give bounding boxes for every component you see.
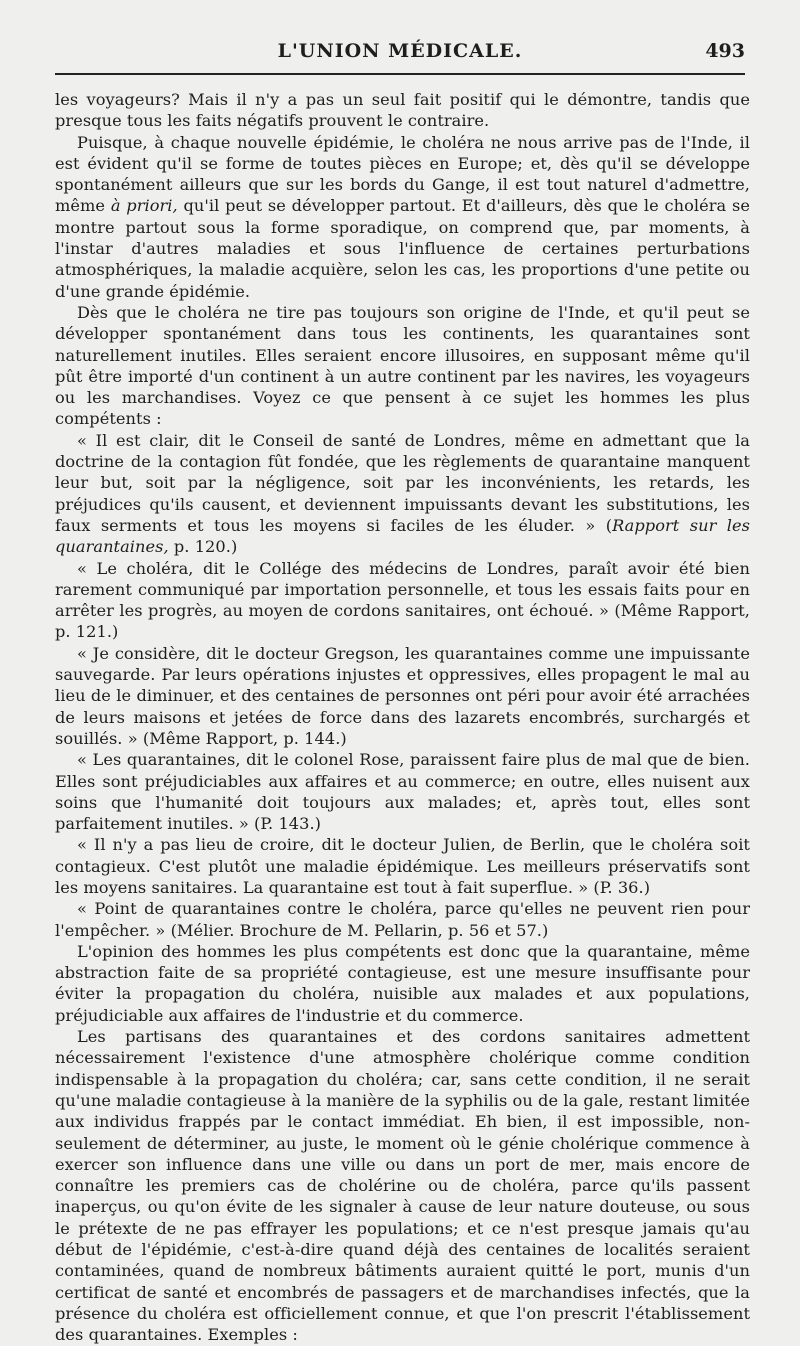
running-title: L'UNION MÉDICALE. bbox=[277, 40, 523, 62]
header-rule bbox=[55, 73, 745, 75]
paragraph: « Point de quarantaines contre le choléra, parce qu'elles ne peuvent rien pour l'empêcher. » (Mélier. Brochure de M. Pellarin, p. 56 et 57.) bbox=[55, 899, 750, 940]
paragraph-text: qu'il peut se développer partout. Et d'ailleurs, dès que le choléra se montre partout sous la forme sporadique, on comprend que, par moments, à l'instar d'autres maladies et sous l'influence de certaines perturbations atmosphériques, la maladie acquière, selon les cas, les proportions d'une petite ou d'une grande épidémie. bbox=[55, 196, 750, 301]
paragraph: « Le choléra, dit le Collége des médecins de Londres, paraît avoir été bien rarement communiqué par importation personnelle, et tous les essais faits pour en arrêter les progrès, au moyen de cordons sanitaires, ont échoué. » (Même Rapport, p. 121.) bbox=[55, 558, 750, 642]
paragraph bbox=[55, 430, 750, 558]
italic-text: Rapport sur les quarantaines, bbox=[55, 515, 751, 557]
paragraph: Les partisans des quarantaines et des cordons sanitaires admettent nécessairement l'existence d'une atmosphère cholérique comme condition indispensable à la propagation du choléra; car, sans cette condition, il ne serait qu'une maladie contagieuse à la manière de la syphilis ou de la gale, restant limitée aux individus frappés par le contact immédiat. Eh bien, il est impossible, non-seulement de déterminer, au juste, le moment où le génie cholérique commence à exercer son influence dans une ville ou dans un port de mer, mais encore de connaître les premiers cas de cholérine ou de choléra, parce qu'ils passent inaperçus, ou qu'on évite de les signaler à cause de leur nature douteuse, ou sous le prétexte de ne pas effrayer les populations; et ce n'est presque jamais qu'au début de l'épidémie, c'est-à-dire quand déjà des centaines de localités seraient contaminées, quand de nombreux bâtiments auraient quitté le port, munis d'un certificat de santé et encombrés de passagers et de marchandises infectés, que la présence du choléra est officiellement connue, et que l'on prescrit l'établissement des quarantaines. Exemples : bbox=[55, 1027, 750, 1345]
paragraph: L'opinion des hommes les plus compétents est donc que la quarantaine, même abstraction faite de sa propriété contagieuse, est une mesure insuffisante pour éviter la propagation du choléra, nuisible aux malades et aux populations, préjudiciable aux affaires de l'industrie et du commerce. bbox=[55, 941, 750, 1025]
page-number: 493 bbox=[705, 40, 745, 62]
paragraph: « Je considère, dit le docteur Gregson, les quarantaines comme une impuissante sauvegarde. Par leurs opérations injustes et oppressives, elles propagent le mal au lieu de le diminuer, et des centaines de personnes ont péri pour avoir été arrachées de leurs maisons et jetées de force dans des lazarets encombrés, surchargés et souillés. » (Même Rapport, p. 144.) bbox=[55, 643, 750, 748]
paragraph: « Les quarantaines, dit le colonel Rose, paraissent faire plus de mal que de bien. Elles sont préjudiciables aux affaires et au commerce; en outre, elles nuisent aux soins que l'humanité doit toujours aux malades; et, après tout, elles sont parfaitement inutiles. » (P. 143.) bbox=[55, 750, 750, 834]
paragraph: les voyageurs? Mais il n'y a pas un seul fait positif qui le démontre, tandis que presque tous les faits négatifs prouvent le contraire. bbox=[55, 90, 750, 131]
page-header bbox=[55, 40, 745, 74]
paragraph: « Il n'y a pas lieu de croire, dit le docteur Julien, de Berlin, que le choléra soit contagieux. C'est plutôt une maladie épidémique. Les meilleurs préservatifs sont les moyens sanitaires. La quarantaine est tout à fait superflue. » (P. 36.) bbox=[55, 835, 750, 897]
italic-text: à priori, bbox=[110, 196, 178, 216]
paragraph-text: « Il est clair, dit le Conseil de santé de Londres, même en admettant que la doctrine de la contagion fût fondée, que les règlements de quarantaine manquent leur but, soit par la négligence, soit par les inconvénients, les retards, les préjudices qu'ils causent, et deviennent impuissants devant les substitutions, les faux serments et tous les moyens si faciles de les éluder. » ( bbox=[55, 430, 750, 535]
paragraph bbox=[55, 132, 750, 302]
body-text bbox=[55, 89, 750, 1346]
paragraph-text: p. 120.) bbox=[168, 537, 238, 557]
paragraph-text: Puisque, à chaque nouvelle épidémie, le choléra ne nous arrive pas de l'Inde, il est évident qu'il se forme de toutes pièces en Europe; et, dès qu'il se développe spontanément ailleurs que sur les bords du Gange, il est tout naturel d'admettre, même bbox=[55, 132, 750, 216]
paragraph: Dès que le choléra ne tire pas toujours son origine de l'Inde, et qu'il peut se développer spontanément dans tous les continents, les quarantaines sont naturellement inutiles. Elles seraient encore illusoires, en supposant même qu'il pût être importé d'un continent à un autre continent par les navires, les voyageurs ou les marchandises. Voyez ce que pensent à ce sujet les hommes les plus compétents : bbox=[55, 302, 750, 429]
